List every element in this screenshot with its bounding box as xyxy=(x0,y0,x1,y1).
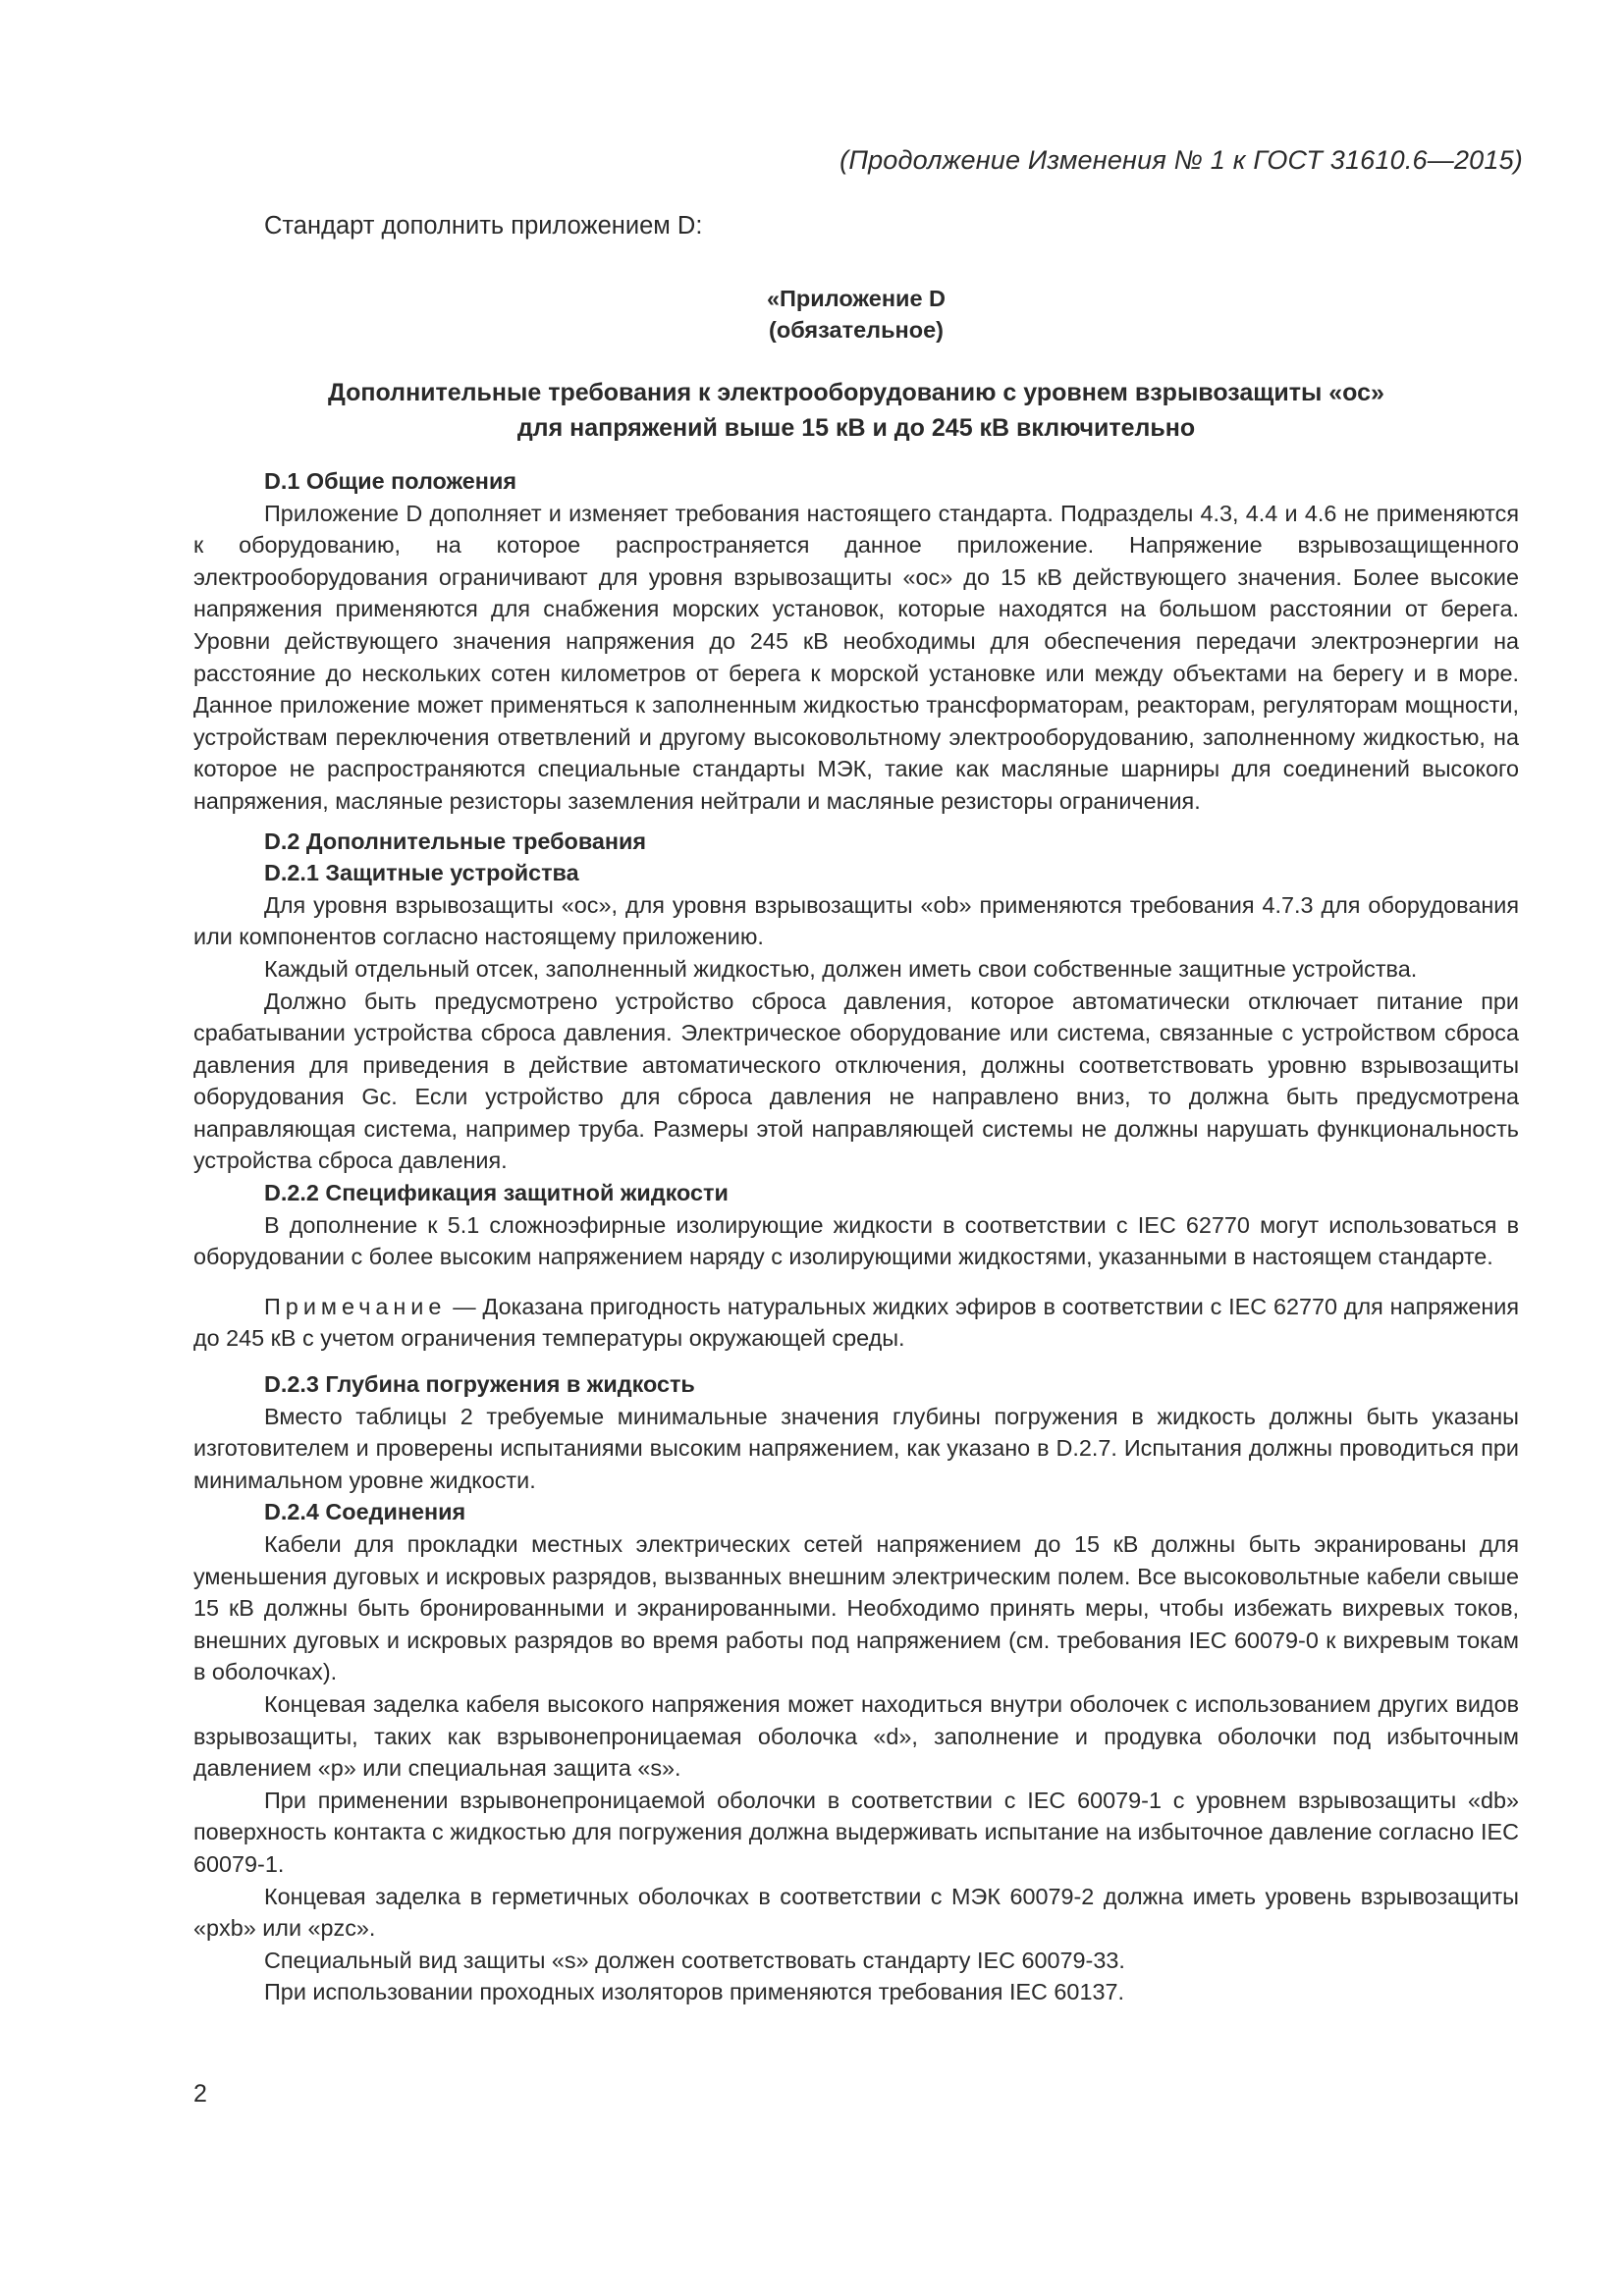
section-heading-d22: D.2.2 Спецификация защитной жидкости xyxy=(264,1180,729,1206)
intro-text: Стандарт дополнить приложением D: xyxy=(264,212,703,240)
paragraph-d23-1: Вместо таблицы 2 требуемые минимальные значения глубины погружения в жидкость должны быть указаны изготовителем и проверены испытаниями высоким напряжением, как указано в D.2.7. Испытания должны проводиться при минимальном уровне жидкости. xyxy=(193,1403,1519,1493)
note-text: — Доказана пригодность натуральных жидких эфиров в соответствии с IEC 62770 для напряжения до 245 кВ с учетом ограничения температуры окружающей среды. xyxy=(193,1293,1519,1352)
annex-heading xyxy=(193,283,1519,346)
paragraph-d24-6: При использовании проходных изоляторов применяются требования IEC 60137. xyxy=(264,1979,1124,2005)
annex-status: (обязательное) xyxy=(769,317,944,343)
paragraph-d24-4: Концевая заделка в герметичных оболочках в соответствии с МЭК 60079-2 должна иметь уровень взрывозащиты «pxb» или «pzc». xyxy=(193,1883,1519,1942)
running-header: (Продолжение Изменения № 1 к ГОСТ 31610.6—2015) xyxy=(839,145,1523,175)
annex-title-line-1: Дополнительные требования к электрооборудованию с уровнем взрывозащиты «ос» xyxy=(328,379,1384,406)
page-number: 2 xyxy=(193,2080,207,2108)
paragraph-d21-1: Для уровня взрывозащиты «ос», для уровня взрывозащиты «ob» применяются требования 4.7.3 для оборудования или компонентов согласно настоящему приложению. xyxy=(193,891,1519,950)
section-heading-d23: D.2.3 Глубина погружения в жидкость xyxy=(264,1371,695,1398)
note xyxy=(193,1291,1519,1355)
section-heading-d1: D.1 Общие положения xyxy=(264,468,516,494)
paragraph-d21-3: Должно быть предусмотрено устройство сброса давления, которое автоматически отключает питание при срабатывании устройства сброса давления. Электрическое оборудование или система, связанные с устройством сброса давления для приведения в действие автоматического отключения, должны соответствовать уровню взрывозащиты оборудования Gc. Если устройство для сброса давления не направлено вниз, то должна быть предусмотрена направляющая система, например труба. Размеры этой направляющей системы не должны нарушать функциональность устройства сброса давления. xyxy=(193,988,1519,1174)
paragraph-d24-3: При применении взрывонепроницаемой оболочки в соответствии с IEC 60079-1 с уровнем взрывозащиты «db» поверхность контакта с жидкостью для погружения должна выдерживать испытание на избыточное давление согласно IEC 60079-1. xyxy=(193,1787,1519,1877)
annex-title xyxy=(193,375,1519,446)
document-body xyxy=(193,208,1519,2008)
paragraph-d1-1: Приложение D дополняет и изменяет требования настоящего стандарта. Подразделы 4.3, 4.4 и 4.6 не применяются к оборудованию, на которое распространяется данное приложение. Напряжение взрывозащищенного электрооборудования ограничивают для уровня взрывозащиты «ос» до 15 кВ действующего значения. Более высокие напряжения применяются для снабжения морских установок, которые находятся на большом расстоянии от берега. Уровни действующего значения напряжения до 245 кВ необходимы для обеспечения передачи электроэнергии на расстояние до нескольких сотен километров от берега к морской установке или между объектами на берегу и в море. Данное приложение может применяться к заполненным жидкостью трансформаторам, реакторам, регуляторам мощности, устройствам переключения ответвлений и другому высоковольтному электрооборудованию, заполненному жидкостью, на которое не распространяются специальные стандарты МЭК, такие как масляные шарниры для соединений высокого напряжения, масляные резисторы заземления нейтрали и масляные резисторы ограничения. xyxy=(193,500,1519,814)
section-heading-d2: D.2 Дополнительные требования xyxy=(264,828,647,854)
paragraph-d24-5: Специальный вид защиты «s» должен соответствовать стандарту IEC 60079-33. xyxy=(264,1947,1125,1973)
note-label: Примечание xyxy=(264,1293,447,1319)
section-heading-d21: D.2.1 Защитные устройства xyxy=(264,860,579,886)
section-heading-d24: D.2.4 Соединения xyxy=(264,1499,466,1525)
annex-title-line-2: для напряжений выше 15 кВ и до 245 кВ включительно xyxy=(516,414,1196,442)
annex-label: «Приложение D xyxy=(766,286,947,311)
paragraph-d22-1: В дополнение к 5.1 сложноэфирные изолирующие жидкости в соответствии с IEC 62770 могут использоваться в оборудовании с более высоким напряжением наряду с изолирующими жидкостями, указанными в настоящем стандарте. xyxy=(193,1211,1519,1270)
paragraph-d24-1: Кабели для прокладки местных электрических сетей напряжением до 15 кВ должны быть экранированы для уменьшения дуговых и искровых разрядов, вызванных внешним электрическим полем. Все высоковольтные кабели свыше 15 кВ должны быть бронированными и экранированными. Необходимо принять меры, чтобы избежать вихревых токов, внешних дуговых и искровых разрядов во время работы под напряжением (см. требования IEC 60079-0 к вихревым токам в оболочках). xyxy=(193,1531,1519,1685)
paragraph-d21-2: Каждый отдельный отсек, заполненный жидкостью, должен иметь свои собственные защитные устройства. xyxy=(264,955,1418,982)
paragraph-d24-2: Концевая заделка кабеля высокого напряжения может находиться внутри оболочек с использованием других видов взрывозащиты, таких как взрывонепроницаемая оболочка «d», заполнение и продувка оболочки под избыточным давлением «р» или специальная защита «s». xyxy=(193,1690,1519,1782)
